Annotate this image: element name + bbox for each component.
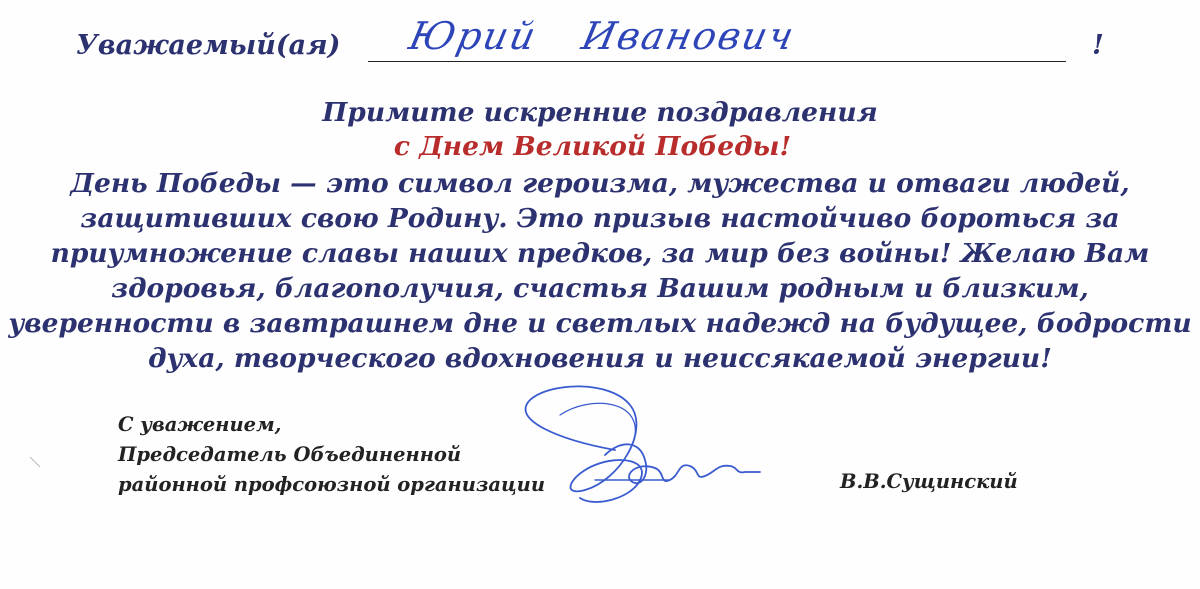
signoff-organization: районной профсоюзной организации bbox=[118, 473, 546, 496]
scan-mark bbox=[28, 455, 42, 469]
recipient-name-handwritten bbox=[405, 14, 799, 58]
body-line: здоровья, благополучия, счастья Вашим родным и близким, bbox=[111, 273, 1089, 304]
name-underline bbox=[368, 61, 1066, 62]
salutation-exclamation: ! bbox=[1092, 30, 1104, 61]
salutation: Уважаемый(ая) bbox=[76, 30, 341, 61]
body-line: духа, творческого вдохновения и неиссякаемой энергии! bbox=[148, 343, 1052, 374]
signoff-title: Председатель Объединенной bbox=[118, 443, 462, 466]
signer-name: В.В.Сущинский bbox=[840, 470, 1018, 493]
handwritten-signature-icon bbox=[500, 380, 780, 520]
greeting-highlight-line: с Днем Великой Победы! bbox=[393, 131, 792, 162]
signoff-block bbox=[118, 410, 545, 500]
signoff-regards: С уважением, bbox=[118, 413, 282, 436]
body-line: уверенности в завтрашнем дне и светлых надежд на будущее, бодрости bbox=[8, 308, 1192, 339]
recipient-patronymic: Иванович bbox=[577, 14, 800, 58]
recipient-first-name: Юрий bbox=[405, 14, 542, 58]
body-line: защитивших свою Родину. Это призыв настойчиво бороться за bbox=[80, 203, 1120, 234]
greeting-line: Примите искренние поздравления bbox=[322, 97, 878, 128]
body-text bbox=[0, 166, 1200, 376]
body-line: приумножение славы наших предков, за мир без войны! Желаю Вам bbox=[50, 238, 1150, 269]
body-line: День Победы — это символ героизма, мужества и отваги людей, bbox=[70, 168, 1130, 199]
